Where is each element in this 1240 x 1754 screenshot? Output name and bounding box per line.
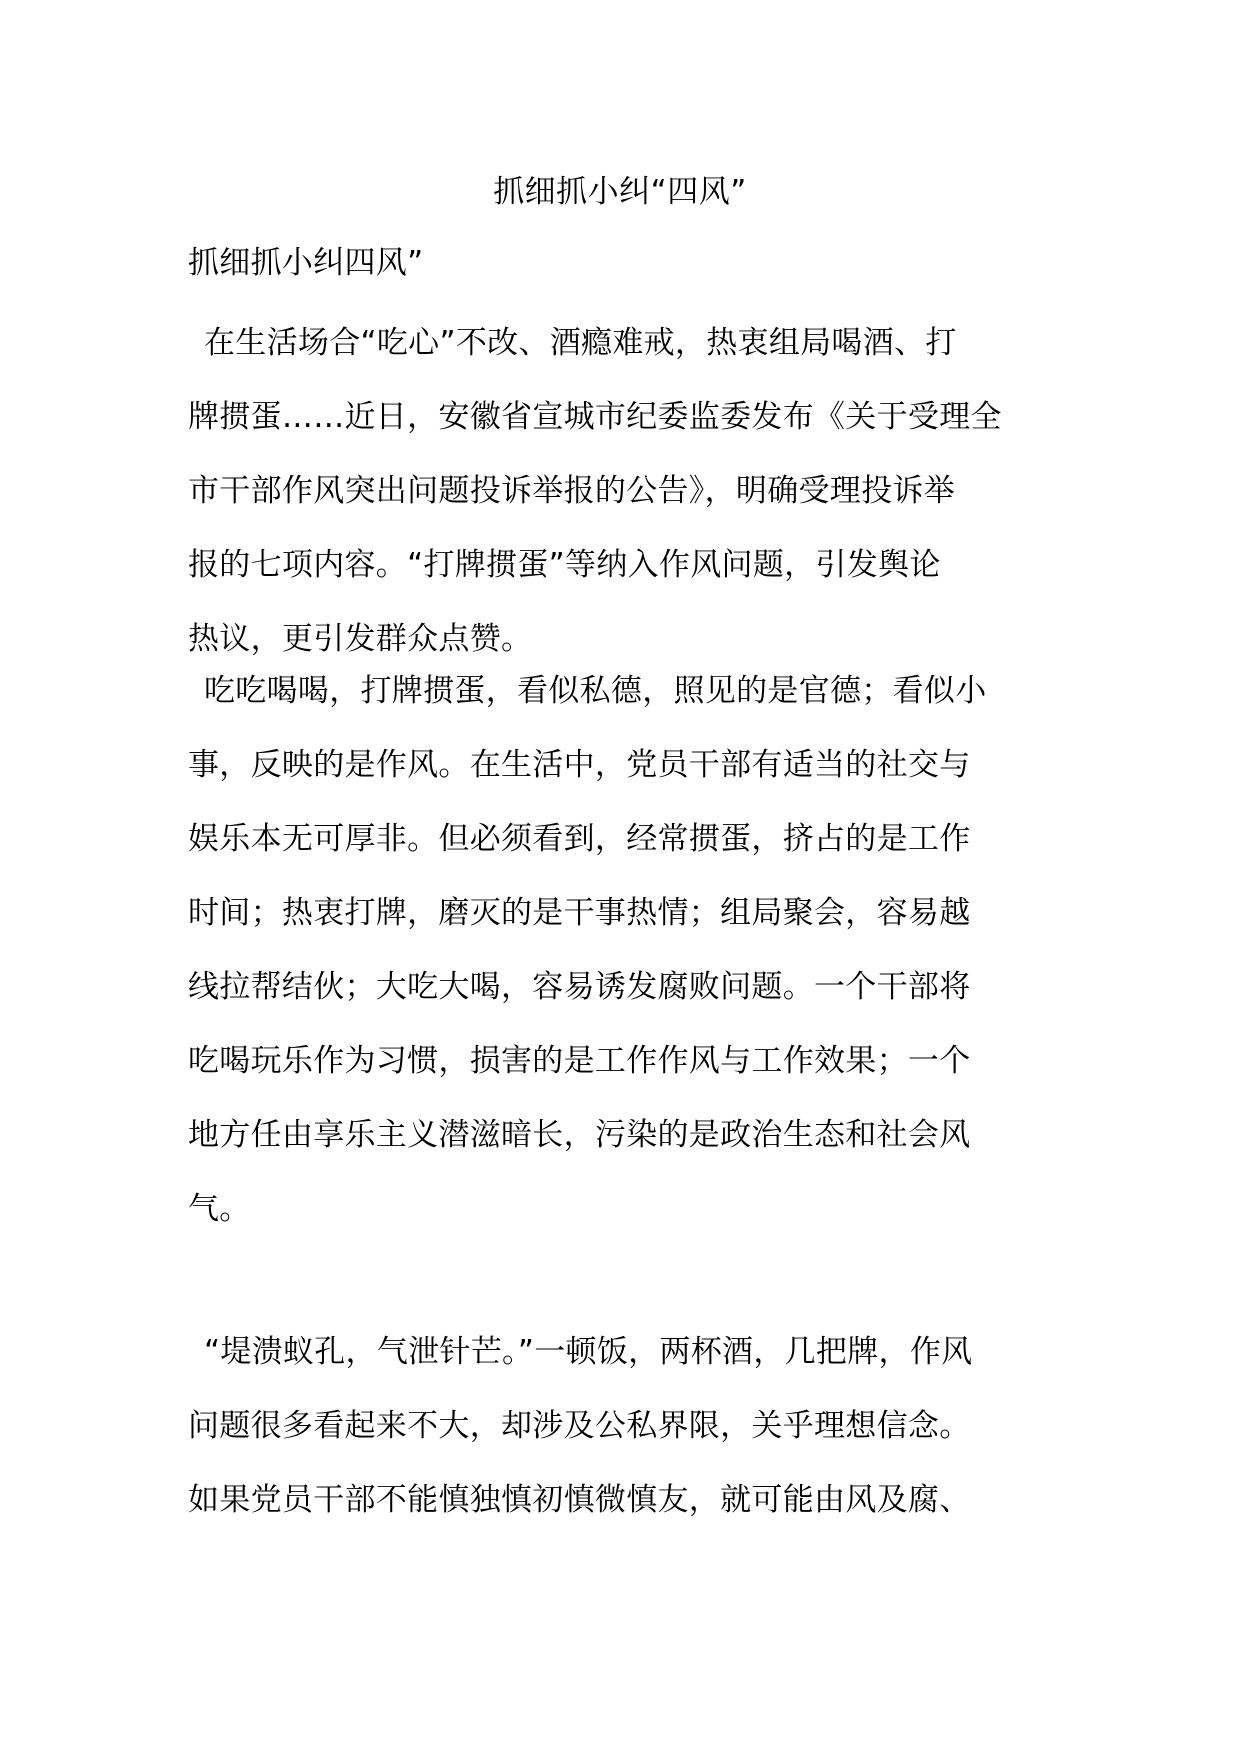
document-title: 抓细抓小纠“四风” [493, 174, 747, 210]
paragraph-1 [188, 306, 1054, 676]
paragraph-line: 地方任由享乐主义潜滋暗长，污染的是政治生态和社会风 [188, 1117, 971, 1153]
paragraph-line: 热议，更引发群众点赞。 [188, 621, 533, 657]
paragraph-line: 吃喝玩乐作为习惯，损害的是工作作风与工作效果；一个 [188, 1043, 971, 1079]
paragraph-line: “堤溃蚁孔，气泄针芒。”一顿饭，两杯酒，几把牌，作风 [204, 1334, 973, 1370]
paragraph-line: 在生活场合“吃心”不改、酒瘾难戒，热衷组局喝酒、打 [204, 325, 957, 361]
paragraph-line: 娱乐本无可厚非。但必须看到，经常掼蛋，挤占的是工作 [188, 821, 971, 857]
paragraph-3 [188, 1315, 1054, 1537]
paragraph-line: 吃吃喝喝，打牌掼蛋，看似私德，照见的是官德；看似小 [204, 673, 987, 709]
paragraph-line: 气。 [188, 1191, 251, 1227]
paragraph-line: 事，反映的是作风。在生活中，党员干部有适当的社交与 [188, 747, 971, 783]
paragraph-line: 问题很多看起来不大，却涉及公私界限，关乎理想信念。 [188, 1408, 971, 1444]
paragraph-line: 市干部作风突出问题投诉举报的公告》，明确受理投诉举 [188, 473, 955, 509]
paragraph-line: 时间；热衷打牌，磨灭的是干事热情；组局聚会，容易越 [188, 895, 971, 931]
paragraph-line: 如果党员干部不能慎独慎初慎微慎友，就可能由风及腐、 [188, 1482, 971, 1518]
document-subtitle: 抓细抓小纠四风” [188, 245, 424, 281]
paragraph-2 [188, 654, 1054, 1246]
paragraph-line: 线拉帮结伙；大吃大喝，容易诱发腐败问题。一个干部将 [188, 969, 971, 1005]
paragraph-line: 牌掼蛋……近日，安徽省宣城市纪委监委发布《关于受理全 [188, 399, 1002, 435]
paragraph-line: 报的七项内容。“打牌掼蛋”等纳入作风问题，引发舆论 [188, 547, 941, 583]
document-subtitle-block [188, 226, 1054, 300]
